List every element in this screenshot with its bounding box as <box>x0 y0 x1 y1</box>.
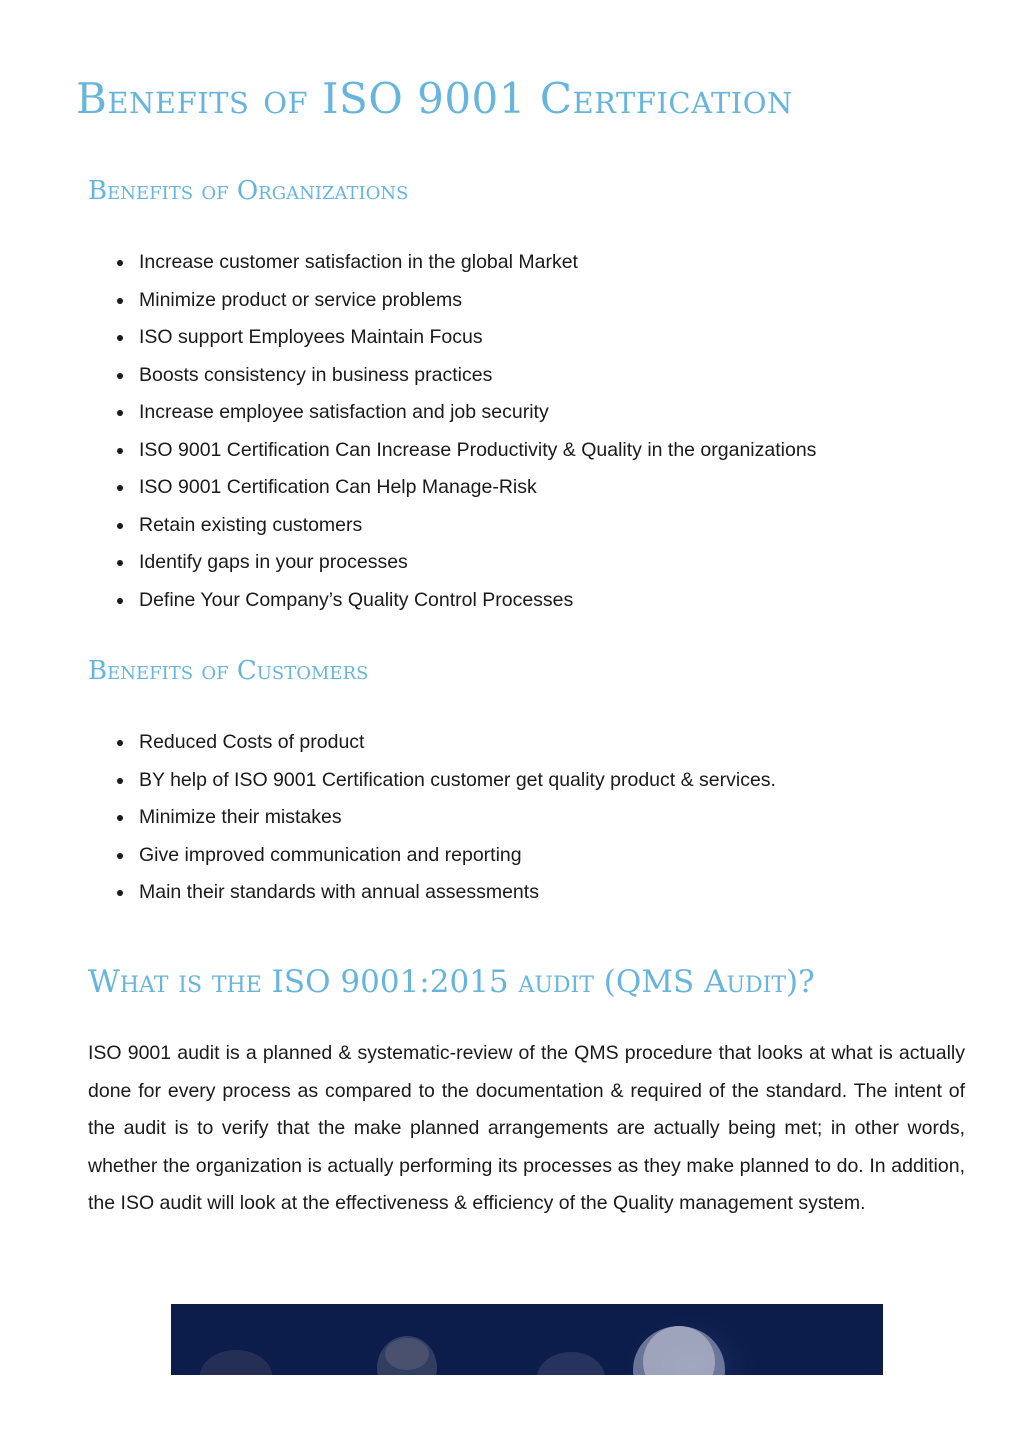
audit-paragraph: ISO 9001 audit is a planned & systematic-review of the QMS procedure that looks at what is actually done for every process as compared to the documentation & required of the standard. The intent of the audit is to verify that the make planned arrangements are actually being met; in other words, whether the organization is actually performing its processes as they make planned to do. In addition, the ISO audit will look at the effectiveness & efficiency of the Quality management system. <box>88 1042 965 1214</box>
bullet-icon <box>117 815 123 821</box>
list-item <box>88 874 776 912</box>
bullet-icon <box>117 853 123 859</box>
list-item <box>88 244 816 282</box>
list-item <box>88 357 816 395</box>
list-item-text: Retain existing customers <box>139 513 363 536</box>
page-title: Benefits of ISO 9001 Certfication <box>76 74 793 123</box>
list-item-text: Identify gaps in your processes <box>139 551 408 573</box>
list-item <box>88 507 816 545</box>
team-photo <box>171 1304 883 1375</box>
bullet-icon <box>117 778 123 784</box>
bullet-icon <box>117 448 123 454</box>
team-photo-illustration <box>171 1304 883 1375</box>
list-item-text: Define Your Company’s Quality Control Processes <box>139 588 574 611</box>
list-item <box>88 582 816 620</box>
list-item-text: Main their standards with annual assessments <box>139 881 539 903</box>
list-item-text: ISO support Employees Maintain Focus <box>139 326 483 348</box>
list-item <box>88 469 816 507</box>
list-item-text: Reduced Costs of product <box>139 731 365 753</box>
list-item <box>88 544 816 582</box>
list-item <box>88 394 816 432</box>
list-item <box>88 432 816 470</box>
bullet-icon <box>117 890 123 896</box>
list-item-text: Minimize product or service problems <box>139 288 462 311</box>
bullet-icon <box>117 485 123 491</box>
bullet-icon <box>117 373 123 379</box>
list-item-text: Minimize their mistakes <box>139 806 342 828</box>
bullet-icon <box>117 298 123 304</box>
bullet-icon <box>117 335 123 341</box>
bullet-icon <box>117 740 123 746</box>
list-item <box>88 799 776 837</box>
organizations-heading: Benefits of Organizations <box>88 176 409 206</box>
customers-heading: Benefits of Customers <box>88 656 369 686</box>
customers-list <box>88 724 776 912</box>
list-item-text: Increase employee satisfaction and job security <box>139 401 549 423</box>
bullet-icon <box>117 523 123 529</box>
bullet-icon <box>117 410 123 416</box>
list-item-text: BY help of ISO 9001 Certification customer get quality product & services. <box>139 768 776 791</box>
audit-heading: What is the ISO 9001:2015 audit (QMS Audit)? <box>88 964 815 1000</box>
bullet-icon <box>117 598 123 604</box>
bullet-icon <box>117 260 123 266</box>
list-item-text: Boosts consistency in business practices <box>139 363 493 386</box>
list-item-text: ISO 9001 Certification Can Help Manage-Risk <box>139 476 537 498</box>
list-item <box>88 837 776 875</box>
bullet-icon <box>117 560 123 566</box>
list-item-text: Increase customer satisfaction in the global Market <box>139 251 578 273</box>
list-item <box>88 319 816 357</box>
list-item-text: Give improved communication and reporting <box>139 843 522 866</box>
organizations-list <box>88 244 816 619</box>
list-item <box>88 282 816 320</box>
list-item <box>88 724 776 762</box>
list-item-text: ISO 9001 Certification Can Increase Productivity & Quality in the organizations <box>139 438 817 461</box>
list-item <box>88 762 776 800</box>
